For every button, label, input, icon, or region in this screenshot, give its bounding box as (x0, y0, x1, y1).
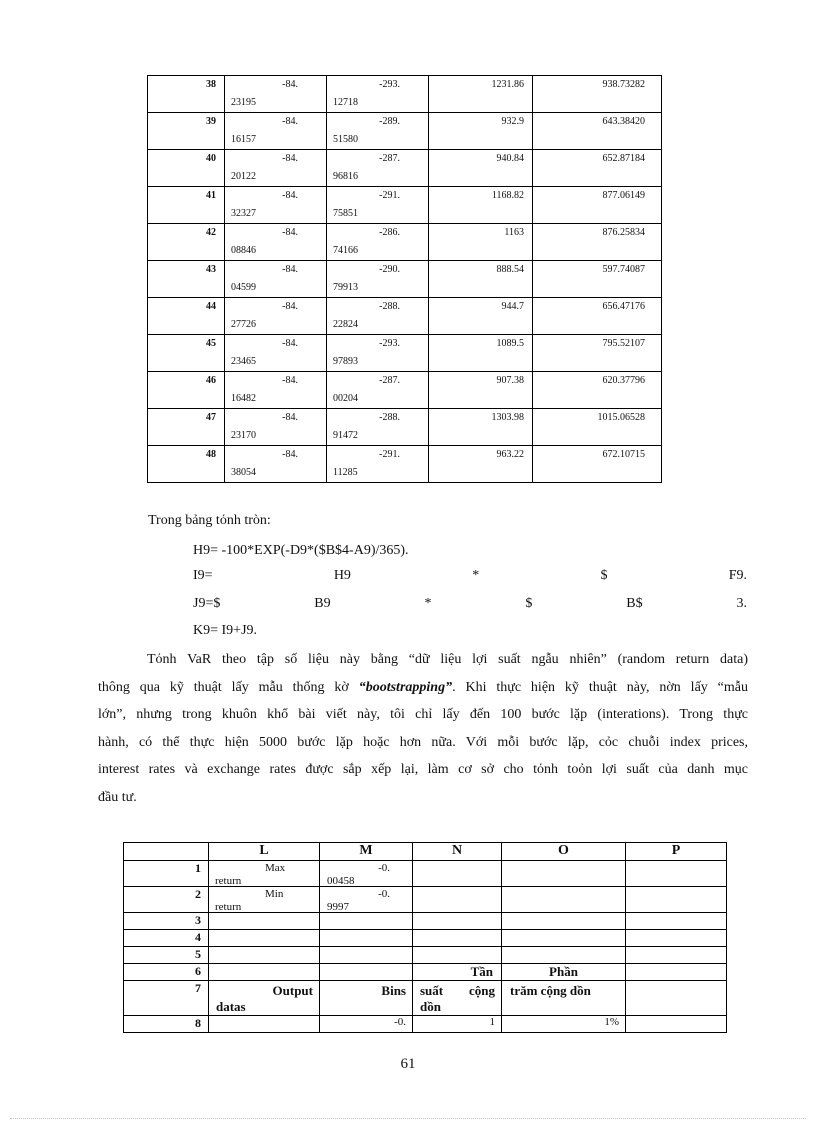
paragraph-line: hành, có thể thực hiện 5000 bước lặp hoặc hơn nữa. Với mỗi bước lặp, cỏc chuỗi index prices, (98, 734, 748, 750)
cell-col4: 932.9 (429, 113, 533, 150)
row-index: 40 (148, 150, 225, 187)
row-index: 41 (148, 187, 225, 224)
cell-col2: -84. 20122 (225, 150, 327, 187)
cell-col4: 888.54 (429, 261, 533, 298)
table-row (148, 372, 662, 409)
table-row (124, 981, 727, 1016)
table-row (148, 224, 662, 261)
cell-col5: 795.52107 (533, 335, 662, 372)
cell-col5: 876.25834 (533, 224, 662, 261)
cell-col2: -84. 16482 (225, 372, 327, 409)
row-index: 38 (148, 76, 225, 113)
bootstrapping-term: “bootstrapping” (358, 679, 453, 695)
cell-col4: 944.7 (429, 298, 533, 335)
paragraph-line: lớn”, nhưng trong khuôn khổ bài viết này, tôi chỉ lấy đến 100 bước lặp (interations). Trong thực (98, 707, 748, 722)
row-index: 39 (148, 113, 225, 150)
paragraph-line: đầu tư. (98, 789, 137, 805)
table-row (124, 887, 727, 913)
cell-col3: -290. 79913 (327, 261, 429, 298)
paragraph-line: interest rates và exchange rates được sắp xếp lại, làm cơ sở cho tόnh toỏn lợi suất của danh mục (98, 762, 748, 777)
cell-l2: Min return (209, 887, 320, 913)
cell-col5: 672.10715 (533, 446, 662, 483)
table-row (124, 913, 727, 930)
cell-col3: -287. 00204 (327, 372, 429, 409)
cell-col3: -286. 74166 (327, 224, 429, 261)
table-row (148, 261, 662, 298)
row-number: 4 (124, 930, 209, 947)
cell-col5: 652.87184 (533, 150, 662, 187)
formula-k9: K9= I9+J9. (193, 623, 258, 638)
row-number: 3 (124, 913, 209, 930)
cell-o6: Phần (502, 964, 626, 981)
cell-o8: 1% (502, 1016, 626, 1033)
paragraph-line: Tόnh VaR theo tập số liệu này bằng “dữ liệu lợi suất ngẫu nhiên” (random return data) (147, 652, 748, 667)
row-index: 42 (148, 224, 225, 261)
cell-col3: -287. 96816 (327, 150, 429, 187)
cell-col2: -84. 23465 (225, 335, 327, 372)
row-index: 44 (148, 298, 225, 335)
table-row (148, 113, 662, 150)
cell-col2: -84. 08846 (225, 224, 327, 261)
table-row (124, 1016, 727, 1033)
row-number: 1 (124, 861, 209, 887)
cell-col4: 1231.86 (429, 76, 533, 113)
cell-col5: 656.47176 (533, 298, 662, 335)
cell-col5: 643.38420 (533, 113, 662, 150)
cell-n6: Tần (413, 964, 502, 981)
cell-col2: -84. 23170 (225, 409, 327, 446)
table-row (148, 298, 662, 335)
data-table (147, 75, 662, 483)
col-header-n: N (413, 843, 502, 861)
col-header-m: M (320, 843, 413, 861)
col-header-l: L (209, 843, 320, 861)
cell-col3: -288. 91472 (327, 409, 429, 446)
row-index: 45 (148, 335, 225, 372)
row-index: 48 (148, 446, 225, 483)
header-row (124, 843, 727, 861)
intro-text: Trong bảng tόnh tròn: (148, 513, 271, 528)
table-row (148, 335, 662, 372)
row-index: 46 (148, 372, 225, 409)
cell-l1: Max return (209, 861, 320, 887)
row-number: 5 (124, 947, 209, 964)
table-row (148, 150, 662, 187)
cell-col3: -288. 22824 (327, 298, 429, 335)
table-row (124, 964, 727, 981)
row-number: 2 (124, 887, 209, 913)
cell-col5: 620.37796 (533, 372, 662, 409)
cell-col3: -293. 12718 (327, 76, 429, 113)
cell-m1: -0. 00458 (320, 861, 413, 887)
cell-col4: 1089.5 (429, 335, 533, 372)
row-number: 6 (124, 964, 209, 981)
cell-col2: -84. 16157 (225, 113, 327, 150)
table-row (148, 187, 662, 224)
cell-col3: -289. 51580 (327, 113, 429, 150)
cell-col4: 940.84 (429, 150, 533, 187)
row-number: 8 (124, 1016, 209, 1033)
table-row (124, 947, 727, 964)
page-number: 61 (400, 1056, 416, 1072)
cell-col5: 877.06149 (533, 187, 662, 224)
cell-o7: trăm cộng dồn (502, 981, 626, 1016)
cell-col4: 1303.98 (429, 409, 533, 446)
cell-m7: Bins (320, 981, 413, 1016)
table-row (148, 76, 662, 113)
cell-col5: 597.74087 (533, 261, 662, 298)
table-row (124, 861, 727, 887)
row-index: 47 (148, 409, 225, 446)
formula-i9: I9= H9 * $ F9. (193, 568, 747, 583)
paragraph-line: thông qua kỹ thuật lấy mẫu thống kờ “bootstrapping”. Khi thực hiện kỹ thuật này, nờn lấy “mẫu (98, 679, 748, 695)
cell-col4: 907.38 (429, 372, 533, 409)
cell-col2: -84. 04599 (225, 261, 327, 298)
cell-col3: -293. 97893 (327, 335, 429, 372)
formula-h9: H9= -100*EXP(-D9*($B$4-A9)/365). (193, 543, 409, 558)
cell-l7: Output datas (209, 981, 320, 1016)
cell-m8: -0. (320, 1016, 413, 1033)
cell-col2: -84. 38054 (225, 446, 327, 483)
spreadsheet-table (123, 842, 727, 1033)
cell-col2: -84. 27726 (225, 298, 327, 335)
cell-col3: -291. 11285 (327, 446, 429, 483)
table-row (124, 930, 727, 947)
table-row (148, 446, 662, 483)
cell-col3: -291. 75851 (327, 187, 429, 224)
table-row (148, 409, 662, 446)
cell-col4: 1168.82 (429, 187, 533, 224)
row-index: 43 (148, 261, 225, 298)
page-edge-divider (10, 1118, 806, 1119)
formula-j9: J9=$ B9 * $ B$ 3. (193, 596, 747, 611)
row-number: 7 (124, 981, 209, 1016)
cell-col2: -84. 23195 (225, 76, 327, 113)
cell-n8: 1 (413, 1016, 502, 1033)
col-header-o: O (502, 843, 626, 861)
cell-col4: 1163 (429, 224, 533, 261)
cell-m2: -0. 9997 (320, 887, 413, 913)
cell-col2: -84. 32327 (225, 187, 327, 224)
cell-n7: suất cộng dồn (413, 981, 502, 1016)
cell-col5: 938.73282 (533, 76, 662, 113)
body-paragraph (98, 646, 748, 811)
cell-col4: 963.22 (429, 446, 533, 483)
cell-col5: 1015.06528 (533, 409, 662, 446)
col-header-p: P (626, 843, 727, 861)
